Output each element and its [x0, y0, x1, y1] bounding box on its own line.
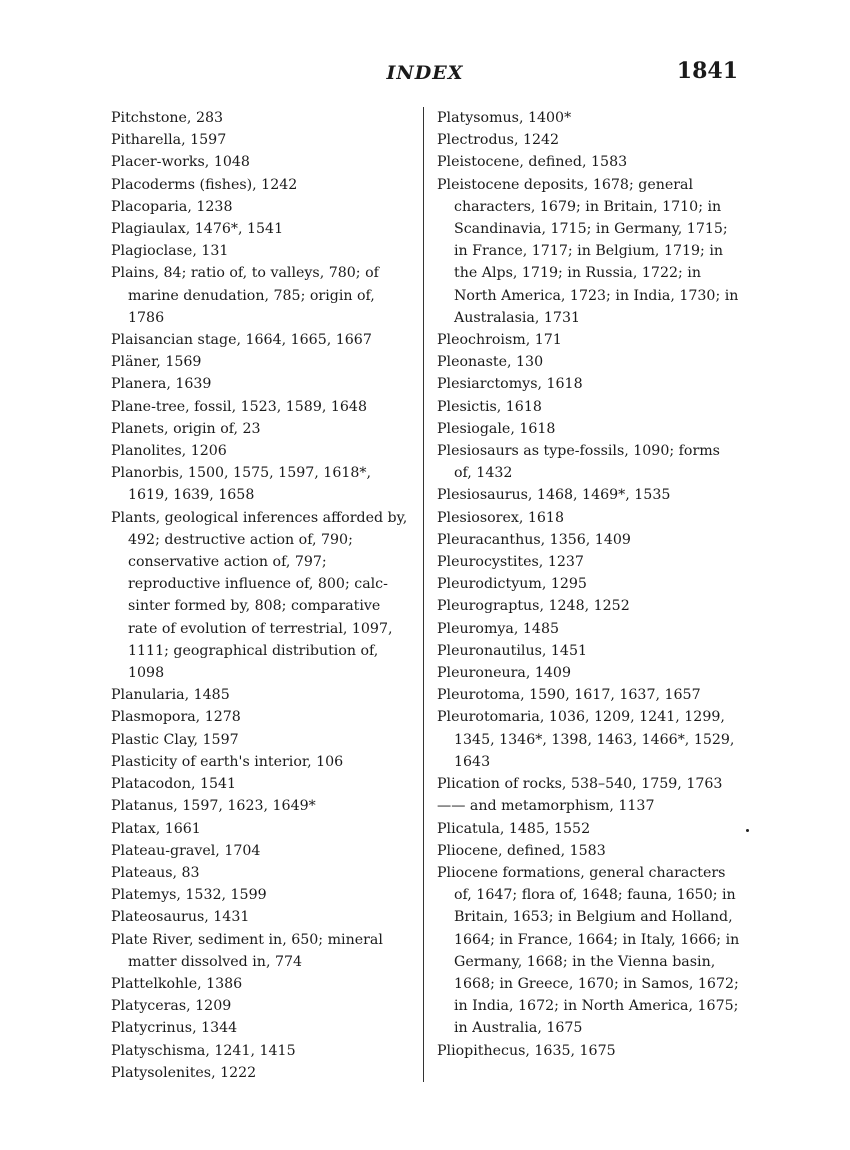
page-title: INDEX	[386, 62, 464, 84]
index-column-left	[111, 107, 411, 1084]
index-entry: Plication of rocks, 538–540, 1759, 1763	[437, 776, 723, 793]
index-entry: Plate River, sediment in, 650; mineral matter dissolved in, 774	[111, 931, 383, 970]
index-entry: Pleurotoma, 1590, 1617, 1637, 1657	[437, 687, 701, 704]
index-entry: Planularia, 1485	[111, 687, 230, 704]
page-number: 1841	[676, 58, 738, 84]
index-entry: Pleochroism, 171	[437, 332, 562, 349]
index-entry: Pleurograptus, 1248, 1252	[437, 598, 630, 615]
index-entry: Pliocene formations, general characters of, 1647; flora of, 1648; fauna, 1650; in Britain, 1653; in Belgium and Holland, 1664; in France, 1664; in Italy, 1666; in Germany, 1668; in the Vienna basin, 1668; in Greece, 1670; in Samos, 1672; in India, 1672; in North America, 1675; in Australia, 1675	[437, 864, 740, 1037]
index-entry: Platacodon, 1541	[111, 776, 237, 793]
index-entry: Pleuromya, 1485	[437, 620, 559, 637]
index-entry: Platysolenites, 1222	[111, 1064, 257, 1081]
index-entry: Plagiaulax, 1476*, 1541	[111, 221, 284, 238]
index-entry: Plicatula, 1485, 1552	[437, 820, 591, 837]
index-entry: Pläner, 1569	[111, 354, 202, 371]
index-entry: Plasmopora, 1278	[111, 709, 241, 726]
index-entry: Plastic Clay, 1597	[111, 731, 239, 748]
index-entry: Placoderms (fishes), 1242	[111, 176, 298, 193]
index-entry: Platemys, 1532, 1599	[111, 887, 267, 904]
ink-speck	[746, 829, 749, 832]
index-entry: Plesiarctomys, 1618	[437, 376, 583, 393]
index-entry: Plesiosaurus, 1468, 1469*, 1535	[437, 487, 671, 504]
index-entry: Plesiosaurs as type-fossils, 1090; forms of, 1432	[437, 443, 720, 482]
index-entry: Pleistocene, defined, 1583	[437, 154, 628, 171]
index-entry: Plains, 84; ratio of, to valleys, 780; of marine denudation, 785; origin of, 1786	[111, 265, 379, 326]
index-entry: Pleonaste, 130	[437, 354, 544, 371]
index-entry: Plattelkohle, 1386	[111, 975, 243, 992]
index-entry: Pliopithecus, 1635, 1675	[437, 1042, 616, 1059]
index-entry: Pitchstone, 283	[111, 110, 224, 126]
index-entry: Plateaus, 83	[111, 864, 200, 881]
index-entry: Plasticity of earth's interior, 106	[111, 753, 344, 770]
index-entry: Planolites, 1206	[111, 443, 227, 460]
index-entry: Platanus, 1597, 1623, 1649*	[111, 798, 316, 815]
index-entry: Pleistocene deposits, 1678; general characters, 1679; in Britain, 1710; in Scandinavia, 1715; in Germany, 1715; in France, 1717; in Belgium, 1719; in the Alps, 1719; in Russia, 1722; in North America, 1723; in India, 1730; in Australasia, 1731	[437, 176, 739, 326]
index-entry: Plane-tree, fossil, 1523, 1589, 1648	[111, 398, 367, 415]
index-entry: Plants, geological inferences afforded by, 492; destructive action of, 790; conservative action of, 797; reproductive influence of, 800; calc-sinter formed by, 808; comparative rate of evolution of terrestrial, 1097, 1111; geographical distribution of, 1098	[111, 509, 408, 682]
index-entry: Plesiogale, 1618	[437, 420, 556, 437]
column-divider	[423, 107, 424, 1082]
index-entry: Pleurotomaria, 1036, 1209, 1241, 1299, 1345, 1346*, 1398, 1463, 1466*, 1529, 1643	[437, 709, 735, 770]
index-entry: Pliocene, defined, 1583	[437, 842, 606, 859]
index-entry: Platyschisma, 1241, 1415	[111, 1042, 296, 1059]
index-entry: Pitharella, 1597	[111, 132, 227, 149]
index-column-right	[437, 107, 740, 1062]
index-entry: Plaisancian stage, 1664, 1665, 1667	[111, 332, 372, 349]
index-entry: Plateau-gravel, 1704	[111, 842, 261, 859]
index-entry: Pleurodictyum, 1295	[437, 576, 587, 593]
index-entry: Pleuroneura, 1409	[437, 665, 571, 682]
index-entry: Planorbis, 1500, 1575, 1597, 1618*, 1619, 1639, 1658	[111, 465, 372, 504]
index-entry: Planera, 1639	[111, 376, 212, 393]
index-entry: Plagioclase, 131	[111, 243, 229, 260]
index-entry: Platyceras, 1209	[111, 998, 232, 1015]
index-entry: Pleurocystites, 1237	[437, 554, 584, 571]
index-entry: Plateosaurus, 1431	[111, 909, 250, 926]
page-header	[0, 58, 850, 88]
index-entry: —— and metamorphism, 1137	[437, 798, 655, 815]
index-entry: Platysomus, 1400*	[437, 110, 572, 126]
index-entry: Plectrodus, 1242	[437, 132, 560, 149]
index-entry: Pleuracanthus, 1356, 1409	[437, 531, 631, 548]
index-entry: Platycrinus, 1344	[111, 1020, 238, 1037]
index-entry: Plesiosorex, 1618	[437, 509, 564, 526]
index-entry: Placoparia, 1238	[111, 198, 233, 215]
index-entry: Placer-works, 1048	[111, 154, 250, 171]
index-entry: Pleuronautilus, 1451	[437, 642, 587, 659]
index-entry: Platax, 1661	[111, 820, 201, 837]
index-entry: Planets, origin of, 23	[111, 420, 261, 437]
index-entry: Plesictis, 1618	[437, 398, 542, 415]
